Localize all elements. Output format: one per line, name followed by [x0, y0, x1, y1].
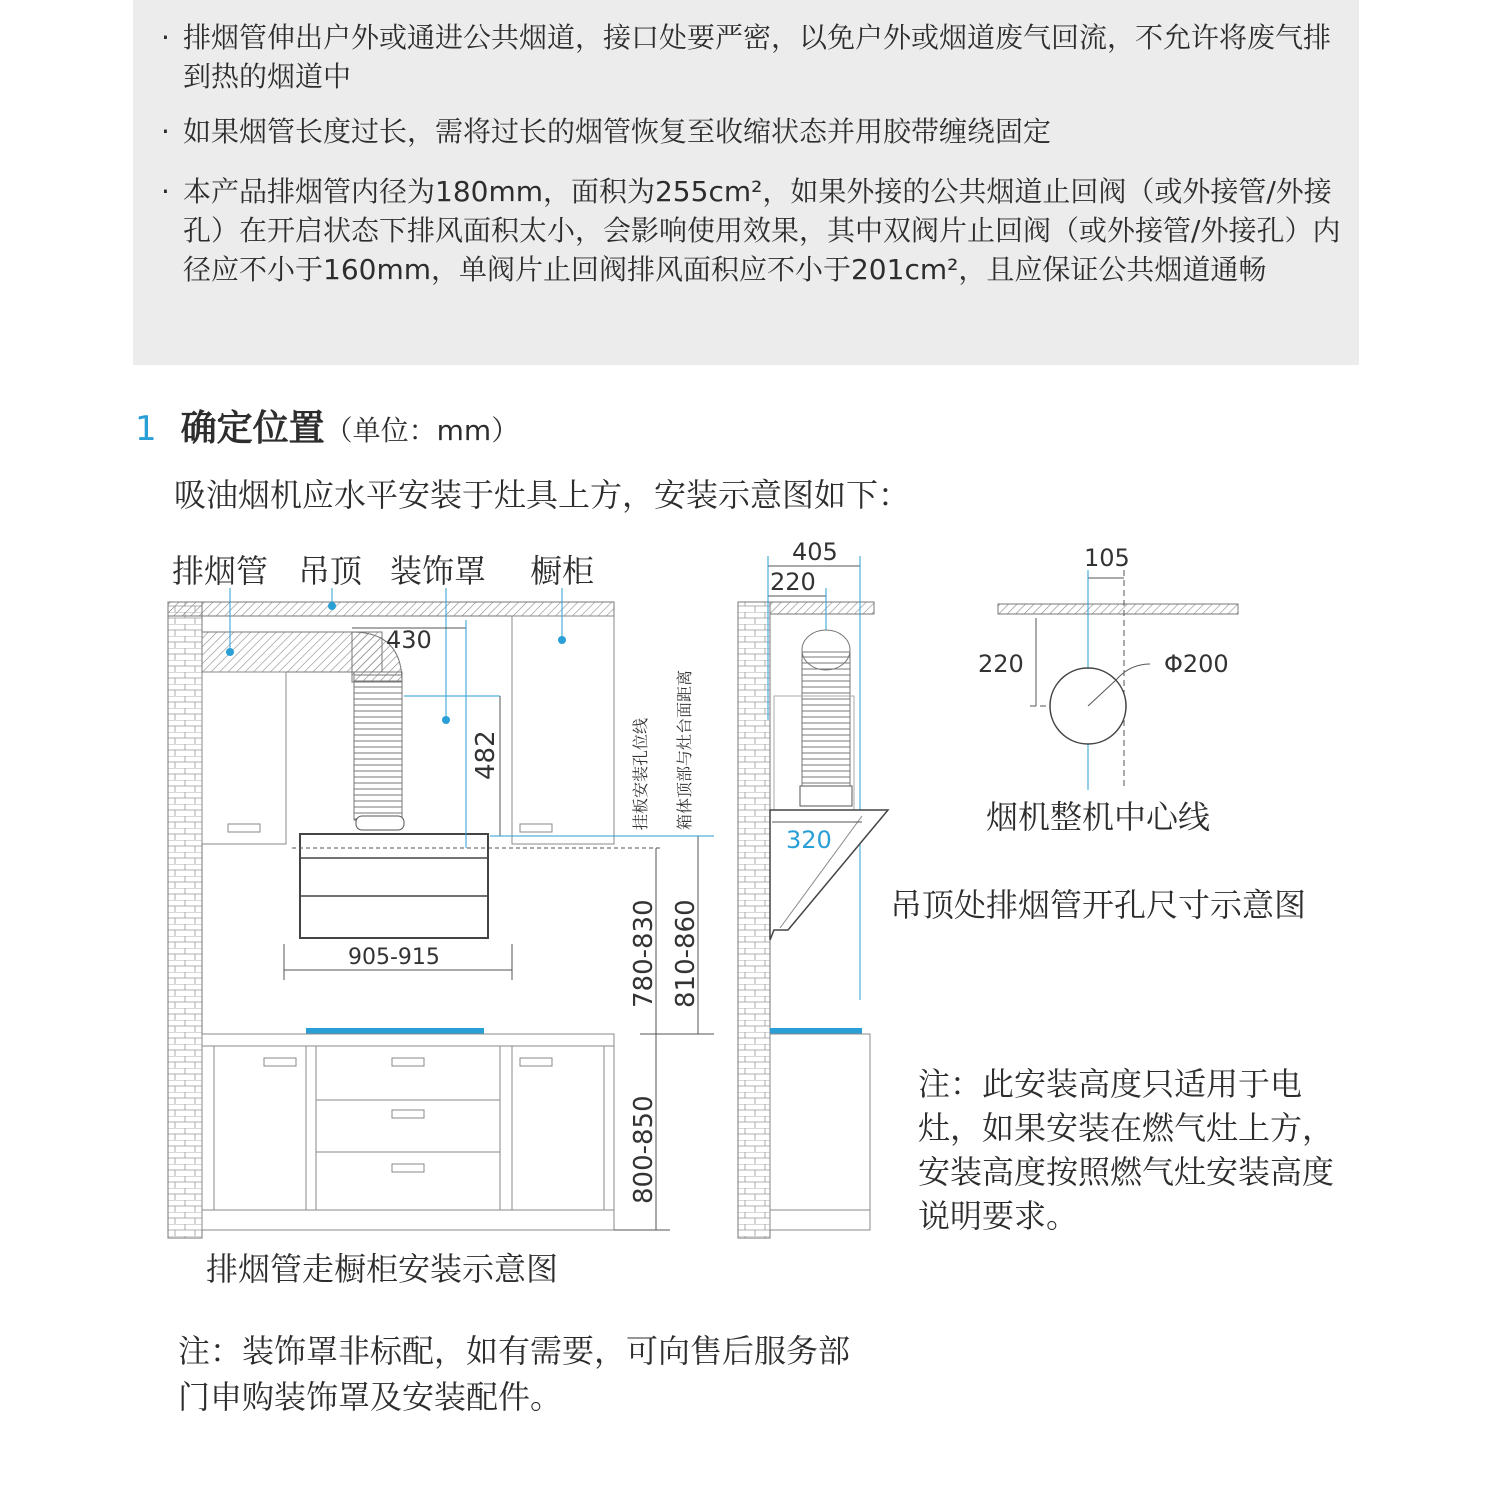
duct-vertical: [354, 672, 402, 820]
dim-cover-height: 482: [471, 730, 501, 780]
dim-duct-width: 430: [386, 626, 432, 654]
marker-ceiling: [328, 602, 336, 610]
side-duct: [802, 652, 850, 786]
side-wall: [738, 602, 770, 1238]
section-intro: 吸油烟机应水平安装于灶具上方，安装示意图如下：: [174, 476, 911, 514]
dim-hole-diameter: Φ200: [1164, 650, 1229, 678]
section-title: 确定位置: [180, 408, 325, 449]
label-cover: 装饰罩: [390, 552, 487, 590]
marker-cabinet: [558, 636, 566, 644]
label-ceiling: 吊顶: [298, 552, 363, 590]
side-stove: [770, 1028, 862, 1034]
upper-cabinet-left-handle: [228, 824, 260, 832]
dim-cabinet-height: 810-860: [671, 899, 701, 1008]
label-cabinet: 橱柜: [530, 552, 595, 590]
upper-cabinet-right-handle: [520, 824, 552, 832]
upper-cabinet-left: [202, 672, 286, 844]
side-ceiling: [770, 602, 874, 614]
countertop: [202, 1034, 614, 1046]
hole-ceiling: [998, 604, 1238, 614]
dim-side-inner: 220: [770, 568, 816, 596]
hole-view-caption: 吊顶处排烟管开孔尺寸示意图: [890, 886, 1307, 924]
section-unit: （单位：mm）: [324, 414, 520, 447]
marker-cover: [442, 716, 450, 724]
note-item: · 如果烟管长度过长，需将过长的烟管恢复至收缩状态并用胶带缠绕固定: [161, 115, 1052, 148]
range-hood: [300, 834, 488, 938]
duct-collar: [356, 816, 404, 830]
side-counter: [770, 1034, 870, 1230]
stove-top: [306, 1028, 484, 1034]
lower-cabinet: [202, 1046, 614, 1230]
dim-side-outer: 405: [792, 538, 838, 566]
dim-side-depth: 320: [786, 826, 832, 854]
note-right: 注：此安装高度只适用于电灶，如果安装在燃气灶上方，安装高度按照燃气灶安装高度说明要求。: [918, 1065, 1335, 1235]
marker-duct: [226, 648, 234, 656]
dim-counter-height: 800-850: [629, 1095, 659, 1204]
note-item: · 排烟管伸出户外或通进公共烟道，接口处要严密，以免户外或烟道废气回流，不允许将废气排到热的烟道中: [161, 21, 1332, 93]
dim-install-height: 780-830: [629, 899, 659, 1008]
upper-cabinet-right: [512, 616, 614, 844]
side-duct-collar: [800, 786, 852, 806]
note-item: · 本产品排烟管内径为180mm，面积为255cm²，如果外接的公共烟道止回阀（或外接管/外接孔）在开启状态下排风面积太小，会影响使用效果，其中双阀片止回阀（或外接管/外接孔）内径应不小于160mm，单阀片止回阀排风面积应不小于201cm²，且应保证公共烟道通畅: [161, 175, 1341, 286]
front-view-caption: 排烟管走橱柜安装示意图: [206, 1250, 559, 1288]
vertical-label-mount-line: 挂板安装孔位线: [631, 717, 650, 830]
note-bottom: 注：装饰罩非标配，如有需要，可向售后服务部门申购装饰罩及安装配件。: [178, 1332, 851, 1416]
vertical-label-box-distance: 箱体顶部与灶台面距离: [675, 669, 694, 830]
dim-hole-offset: 105: [1084, 544, 1130, 572]
dim-hole-distance: 220: [978, 650, 1024, 678]
hole-center-label: 烟机整机中心线: [986, 798, 1211, 836]
dim-hood-width: 905-915: [348, 945, 440, 970]
ceiling: [168, 602, 614, 616]
label-duct: 排烟管: [172, 552, 269, 590]
left-wall: [168, 602, 202, 1238]
section-number: 1: [135, 409, 157, 449]
